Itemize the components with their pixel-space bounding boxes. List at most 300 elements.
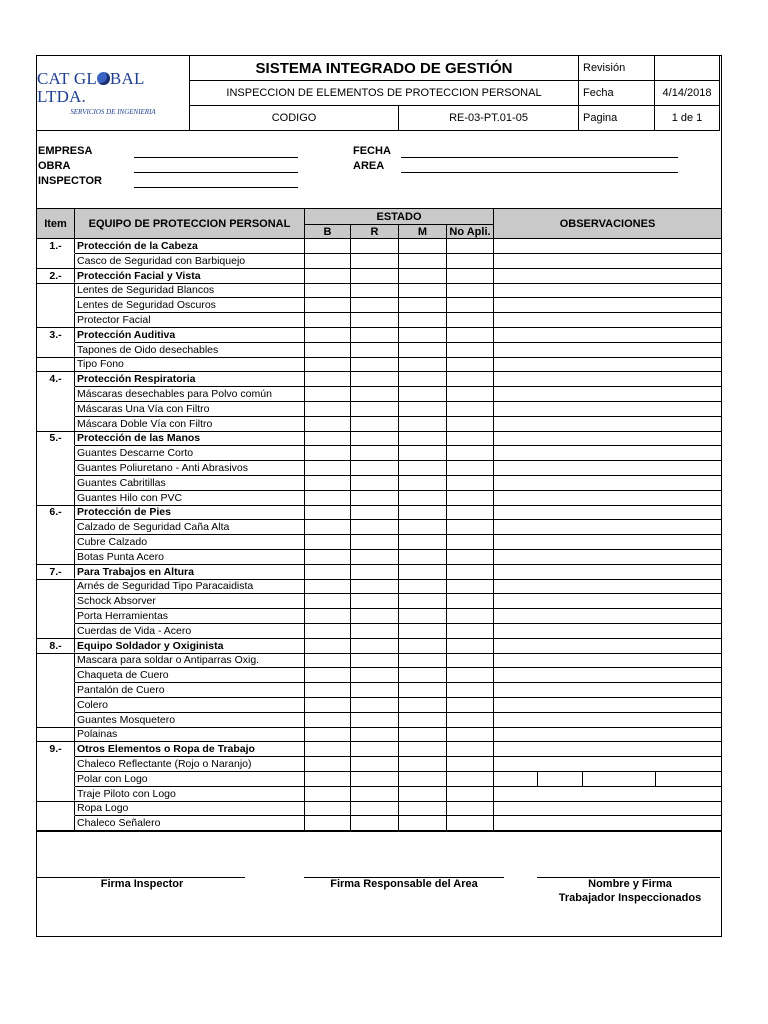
equipment-label: Guantes Mosquetero (75, 713, 305, 728)
equipment-label: Schock Absorver (75, 594, 305, 609)
estado-r-cell[interactable] (351, 328, 399, 343)
observation-cell[interactable] (494, 387, 721, 402)
estado-na-cell[interactable] (447, 683, 494, 698)
table-row (37, 446, 721, 461)
estado-m-cell[interactable] (399, 653, 447, 668)
estado-r-cell[interactable] (351, 254, 399, 269)
estado-b-cell[interactable] (305, 283, 351, 298)
estado-r-cell[interactable] (351, 417, 399, 432)
estado-b-cell[interactable] (305, 713, 351, 728)
observation-cell[interactable] (494, 476, 721, 491)
item-number (37, 801, 75, 816)
estado-na-cell[interactable] (447, 431, 494, 446)
item-number: 8.- (37, 639, 75, 654)
estado-na-cell[interactable] (447, 742, 494, 757)
item-number (37, 402, 75, 417)
col-item: Item (37, 209, 75, 239)
item-number (37, 713, 75, 728)
table-row (37, 609, 721, 624)
estado-m-cell[interactable] (399, 357, 447, 372)
estado-b-cell[interactable] (305, 357, 351, 372)
observation-cell[interactable] (494, 683, 721, 698)
equipment-label: Polar con Logo (75, 772, 305, 787)
estado-m-cell[interactable] (399, 683, 447, 698)
table-bottom-border (37, 831, 721, 832)
estado-na-cell[interactable] (447, 461, 494, 476)
estado-na-cell[interactable] (447, 698, 494, 713)
item-number (37, 357, 75, 372)
estado-na-cell[interactable] (447, 624, 494, 639)
item-number (37, 535, 75, 550)
observation-cell[interactable] (494, 446, 721, 461)
estado-m-cell[interactable] (399, 431, 447, 446)
fecha-label: Fecha (579, 81, 655, 106)
observation-cell[interactable] (494, 772, 721, 787)
equipment-label: Tapones de Oido desechables (75, 343, 305, 358)
estado-r-cell[interactable] (351, 239, 399, 254)
observation-cell[interactable] (494, 313, 721, 328)
estado-na-cell[interactable] (447, 535, 494, 550)
estado-r-cell[interactable] (351, 431, 399, 446)
item-number (37, 683, 75, 698)
estado-b-cell[interactable] (305, 742, 351, 757)
observation-cell[interactable] (494, 668, 721, 683)
estado-m-cell[interactable] (399, 476, 447, 491)
item-number: 6.- (37, 505, 75, 520)
estado-m-cell[interactable] (399, 742, 447, 757)
codigo-label: CODIGO (190, 106, 399, 131)
firma-inspector-label: Firma Inspector (100, 878, 184, 890)
estado-m-cell[interactable] (399, 461, 447, 476)
item-number (37, 609, 75, 624)
equipment-label: Chaleco Señalero (75, 816, 305, 831)
table-row (37, 476, 721, 491)
empresa-field[interactable] (134, 157, 298, 158)
estado-r-cell[interactable] (351, 565, 399, 580)
equipment-label: Arnés de Seguridad Tipo Paracaidista (75, 579, 305, 594)
estado-r-cell[interactable] (351, 683, 399, 698)
estado-na-cell[interactable] (447, 402, 494, 417)
observation-cell[interactable] (494, 343, 721, 358)
estado-r-cell[interactable] (351, 491, 399, 506)
estado-na-cell[interactable] (447, 713, 494, 728)
estado-m-cell[interactable] (399, 757, 447, 772)
table-row (37, 594, 721, 609)
estado-r-cell[interactable] (351, 535, 399, 550)
estado-m-cell[interactable] (399, 446, 447, 461)
estado-m-cell[interactable] (399, 402, 447, 417)
col-b: B (305, 225, 351, 239)
item-number (37, 254, 75, 269)
category-label: Para Trabajos en Altura (75, 565, 305, 580)
estado-b-cell[interactable] (305, 254, 351, 269)
estado-na-cell[interactable] (447, 772, 494, 787)
inspector-field[interactable] (134, 187, 298, 188)
estado-b-cell[interactable] (305, 491, 351, 506)
estado-b-cell[interactable] (305, 787, 351, 802)
observation-cell[interactable] (494, 594, 721, 609)
estado-m-cell[interactable] (399, 594, 447, 609)
estado-r-cell[interactable] (351, 624, 399, 639)
estado-na-cell[interactable] (447, 254, 494, 269)
estado-b-cell[interactable] (305, 816, 351, 831)
estado-m-cell[interactable] (399, 727, 447, 742)
estado-b-cell[interactable] (305, 402, 351, 417)
observation-cell[interactable] (494, 713, 721, 728)
equipment-label: Lentes de Seguridad Blancos (75, 283, 305, 298)
estado-r-cell[interactable] (351, 579, 399, 594)
item-number (37, 298, 75, 313)
estado-m-cell[interactable] (399, 417, 447, 432)
fecha-field[interactable] (401, 157, 678, 158)
equipment-label: Polainas (75, 727, 305, 742)
estado-na-cell[interactable] (447, 550, 494, 565)
estado-b-cell[interactable] (305, 668, 351, 683)
observation-cell[interactable] (494, 372, 721, 387)
item-number (37, 387, 75, 402)
item-number: 2.- (37, 269, 75, 284)
estado-b-cell[interactable] (305, 698, 351, 713)
estado-m-cell[interactable] (399, 787, 447, 802)
estado-na-cell[interactable] (447, 505, 494, 520)
table-row (37, 550, 721, 565)
estado-na-cell[interactable] (447, 283, 494, 298)
observation-cell[interactable] (494, 816, 721, 831)
estado-m-cell[interactable] (399, 520, 447, 535)
equipment-label: Guantes Poliuretano - Anti Abrasivos (75, 461, 305, 476)
observation-cell[interactable] (494, 357, 721, 372)
estado-b-cell[interactable] (305, 609, 351, 624)
table-row (37, 313, 721, 328)
estado-m-cell[interactable] (399, 328, 447, 343)
estado-r-cell[interactable] (351, 343, 399, 358)
item-number (37, 343, 75, 358)
table-row (37, 417, 721, 432)
item-number (37, 698, 75, 713)
estado-b-cell[interactable] (305, 594, 351, 609)
table-row (37, 801, 721, 816)
table-category-row (37, 269, 721, 284)
estado-m-cell[interactable] (399, 550, 447, 565)
estado-b-cell[interactable] (305, 476, 351, 491)
estado-r-cell[interactable] (351, 742, 399, 757)
table-row (37, 343, 721, 358)
estado-b-cell[interactable] (305, 239, 351, 254)
table-category-row (37, 639, 721, 654)
estado-r-cell[interactable] (351, 772, 399, 787)
estado-b-cell[interactable] (305, 461, 351, 476)
equipment-label: Mascara para soldar o Antiparras Oxig. (75, 653, 305, 668)
item-number (37, 624, 75, 639)
estado-na-cell[interactable] (447, 801, 494, 816)
estado-na-cell[interactable] (447, 387, 494, 402)
fecha-value: 4/14/2018 (655, 81, 720, 106)
equipment-label: Guantes Descarne Corto (75, 446, 305, 461)
estado-r-cell[interactable] (351, 520, 399, 535)
table-header (37, 208, 721, 239)
estado-na-cell[interactable] (447, 579, 494, 594)
estado-na-cell[interactable] (447, 757, 494, 772)
estado-b-cell[interactable] (305, 653, 351, 668)
estado-na-cell[interactable] (447, 727, 494, 742)
estado-r-cell[interactable] (351, 816, 399, 831)
estado-na-cell[interactable] (447, 313, 494, 328)
item-number (37, 594, 75, 609)
estado-m-cell[interactable] (399, 579, 447, 594)
equipment-label: Chaleco Reflectante (Rojo o Naranjo) (75, 757, 305, 772)
table-row (37, 579, 721, 594)
col-no-aplica: No Apli. (447, 225, 494, 239)
estado-na-cell[interactable] (447, 239, 494, 254)
estado-na-cell[interactable] (447, 639, 494, 654)
estado-b-cell[interactable] (305, 269, 351, 284)
observation-subcell-divider (537, 772, 538, 786)
estado-b-cell[interactable] (305, 727, 351, 742)
observation-cell[interactable] (494, 328, 721, 343)
estado-m-cell[interactable] (399, 698, 447, 713)
table-row (37, 520, 721, 535)
observation-cell[interactable] (494, 757, 721, 772)
observation-cell[interactable] (494, 727, 721, 742)
estado-m-cell[interactable] (399, 772, 447, 787)
estado-r-cell[interactable] (351, 698, 399, 713)
estado-na-cell[interactable] (447, 565, 494, 580)
item-number (37, 550, 75, 565)
estado-r-cell[interactable] (351, 446, 399, 461)
estado-na-cell[interactable] (447, 357, 494, 372)
estado-m-cell[interactable] (399, 816, 447, 831)
revision-label: Revisión (579, 56, 655, 81)
estado-b-cell[interactable] (305, 757, 351, 772)
estado-na-cell[interactable] (447, 653, 494, 668)
estado-r-cell[interactable] (351, 787, 399, 802)
estado-na-cell[interactable] (447, 298, 494, 313)
estado-m-cell[interactable] (399, 505, 447, 520)
estado-b-cell[interactable] (305, 579, 351, 594)
estado-r-cell[interactable] (351, 313, 399, 328)
estado-na-cell[interactable] (447, 668, 494, 683)
estado-b-cell[interactable] (305, 446, 351, 461)
estado-b-cell[interactable] (305, 520, 351, 535)
item-number (37, 727, 75, 742)
table-category-row (37, 505, 721, 520)
estado-b-cell[interactable] (305, 639, 351, 654)
estado-m-cell[interactable] (399, 565, 447, 580)
estado-r-cell[interactable] (351, 505, 399, 520)
estado-m-cell[interactable] (399, 535, 447, 550)
estado-r-cell[interactable] (351, 713, 399, 728)
estado-b-cell[interactable] (305, 535, 351, 550)
equipment-label: Chaqueta de Cuero (75, 668, 305, 683)
observation-cell[interactable] (494, 801, 721, 816)
estado-b-cell[interactable] (305, 387, 351, 402)
estado-b-cell[interactable] (305, 565, 351, 580)
observation-cell[interactable] (494, 417, 721, 432)
estado-r-cell[interactable] (351, 269, 399, 284)
estado-m-cell[interactable] (399, 269, 447, 284)
equipment-label: Porta Herramientas (75, 609, 305, 624)
observation-cell[interactable] (494, 239, 721, 254)
table-row (37, 816, 721, 831)
estado-na-cell[interactable] (447, 816, 494, 831)
estado-r-cell[interactable] (351, 594, 399, 609)
estado-r-cell[interactable] (351, 639, 399, 654)
table-row (37, 668, 721, 683)
category-label: Protección de Pies (75, 505, 305, 520)
estado-m-cell[interactable] (399, 609, 447, 624)
observation-cell[interactable] (494, 254, 721, 269)
observation-cell[interactable] (494, 639, 721, 654)
category-label: Protección Facial y Vista (75, 269, 305, 284)
estado-b-cell[interactable] (305, 431, 351, 446)
firma-trabajador-label-2: Trabajador Inspeccionados (558, 892, 702, 904)
estado-na-cell[interactable] (447, 594, 494, 609)
observation-cell[interactable] (494, 550, 721, 565)
estado-r-cell[interactable] (351, 550, 399, 565)
estado-m-cell[interactable] (399, 254, 447, 269)
equipment-label: Protector Facial (75, 313, 305, 328)
equipment-label: Tipo Fono (75, 357, 305, 372)
item-number (37, 491, 75, 506)
estado-na-cell[interactable] (447, 372, 494, 387)
estado-b-cell[interactable] (305, 298, 351, 313)
estado-b-cell[interactable] (305, 343, 351, 358)
estado-m-cell[interactable] (399, 239, 447, 254)
estado-r-cell[interactable] (351, 298, 399, 313)
estado-b-cell[interactable] (305, 417, 351, 432)
estado-r-cell[interactable] (351, 357, 399, 372)
table-category-row (37, 431, 721, 446)
category-label: Protección Respiratoria (75, 372, 305, 387)
estado-r-cell[interactable] (351, 801, 399, 816)
equipment-label: Colero (75, 698, 305, 713)
observation-cell[interactable] (494, 402, 721, 417)
observation-cell[interactable] (494, 491, 721, 506)
estado-r-cell[interactable] (351, 653, 399, 668)
equipment-label: Casco de Seguridad con Barbiquejo (75, 254, 305, 269)
estado-m-cell[interactable] (399, 639, 447, 654)
estado-r-cell[interactable] (351, 476, 399, 491)
item-number: 4.- (37, 372, 75, 387)
document-subtitle: INSPECCION DE ELEMENTOS DE PROTECCION PERSONAL (190, 81, 579, 106)
estado-r-cell[interactable] (351, 387, 399, 402)
item-number: 3.- (37, 328, 75, 343)
estado-m-cell[interactable] (399, 491, 447, 506)
table-row (37, 402, 721, 417)
observation-cell[interactable] (494, 609, 721, 624)
observation-cell[interactable] (494, 298, 721, 313)
fecha-field-label: FECHA (353, 145, 391, 157)
observation-cell[interactable] (494, 579, 721, 594)
estado-na-cell[interactable] (447, 446, 494, 461)
item-number (37, 476, 75, 491)
table-category-row (37, 328, 721, 343)
observation-cell[interactable] (494, 269, 721, 284)
estado-m-cell[interactable] (399, 343, 447, 358)
estado-b-cell[interactable] (305, 624, 351, 639)
estado-na-cell[interactable] (447, 609, 494, 624)
estado-b-cell[interactable] (305, 683, 351, 698)
table-row (37, 283, 721, 298)
estado-na-cell[interactable] (447, 269, 494, 284)
category-label: Protección Auditiva (75, 328, 305, 343)
observation-cell[interactable] (494, 565, 721, 580)
estado-b-cell[interactable] (305, 505, 351, 520)
estado-na-cell[interactable] (447, 476, 494, 491)
equipment-label: Guantes Cabritillas (75, 476, 305, 491)
col-estado: ESTADO (305, 209, 494, 225)
estado-na-cell[interactable] (447, 491, 494, 506)
observation-cell[interactable] (494, 653, 721, 668)
estado-m-cell[interactable] (399, 387, 447, 402)
table-row (37, 535, 721, 550)
observation-cell[interactable] (494, 624, 721, 639)
estado-r-cell[interactable] (351, 727, 399, 742)
estado-b-cell[interactable] (305, 801, 351, 816)
estado-r-cell[interactable] (351, 668, 399, 683)
revision-value (655, 56, 720, 81)
estado-b-cell[interactable] (305, 772, 351, 787)
estado-na-cell[interactable] (447, 343, 494, 358)
estado-r-cell[interactable] (351, 372, 399, 387)
table-category-row (37, 239, 721, 254)
observation-cell[interactable] (494, 283, 721, 298)
estado-na-cell[interactable] (447, 417, 494, 432)
observation-cell[interactable] (494, 535, 721, 550)
estado-b-cell[interactable] (305, 550, 351, 565)
area-field[interactable] (401, 172, 678, 173)
estado-r-cell[interactable] (351, 757, 399, 772)
estado-m-cell[interactable] (399, 298, 447, 313)
observation-cell[interactable] (494, 520, 721, 535)
col-m: M (399, 225, 447, 239)
observation-cell[interactable] (494, 505, 721, 520)
estado-b-cell[interactable] (305, 372, 351, 387)
estado-m-cell[interactable] (399, 624, 447, 639)
estado-r-cell[interactable] (351, 609, 399, 624)
estado-m-cell[interactable] (399, 668, 447, 683)
estado-b-cell[interactable] (305, 313, 351, 328)
estado-na-cell[interactable] (447, 328, 494, 343)
item-number (37, 520, 75, 535)
estado-m-cell[interactable] (399, 372, 447, 387)
estado-r-cell[interactable] (351, 283, 399, 298)
estado-na-cell[interactable] (447, 787, 494, 802)
estado-na-cell[interactable] (447, 520, 494, 535)
table-category-row (37, 742, 721, 757)
observation-cell[interactable] (494, 742, 721, 757)
observation-cell[interactable] (494, 698, 721, 713)
observation-cell[interactable] (494, 431, 721, 446)
estado-r-cell[interactable] (351, 461, 399, 476)
table-row (37, 787, 721, 802)
form-header (37, 56, 720, 131)
observation-cell[interactable] (494, 461, 721, 476)
item-number: 7.- (37, 565, 75, 580)
equipment-label: Pantalón de Cuero (75, 683, 305, 698)
table-row (37, 491, 721, 506)
observation-cell[interactable] (494, 787, 721, 802)
estado-b-cell[interactable] (305, 328, 351, 343)
estado-m-cell[interactable] (399, 283, 447, 298)
estado-m-cell[interactable] (399, 313, 447, 328)
estado-m-cell[interactable] (399, 801, 447, 816)
table-row (37, 254, 721, 269)
col-r: R (351, 225, 399, 239)
estado-m-cell[interactable] (399, 713, 447, 728)
obra-field[interactable] (134, 172, 298, 173)
estado-r-cell[interactable] (351, 402, 399, 417)
